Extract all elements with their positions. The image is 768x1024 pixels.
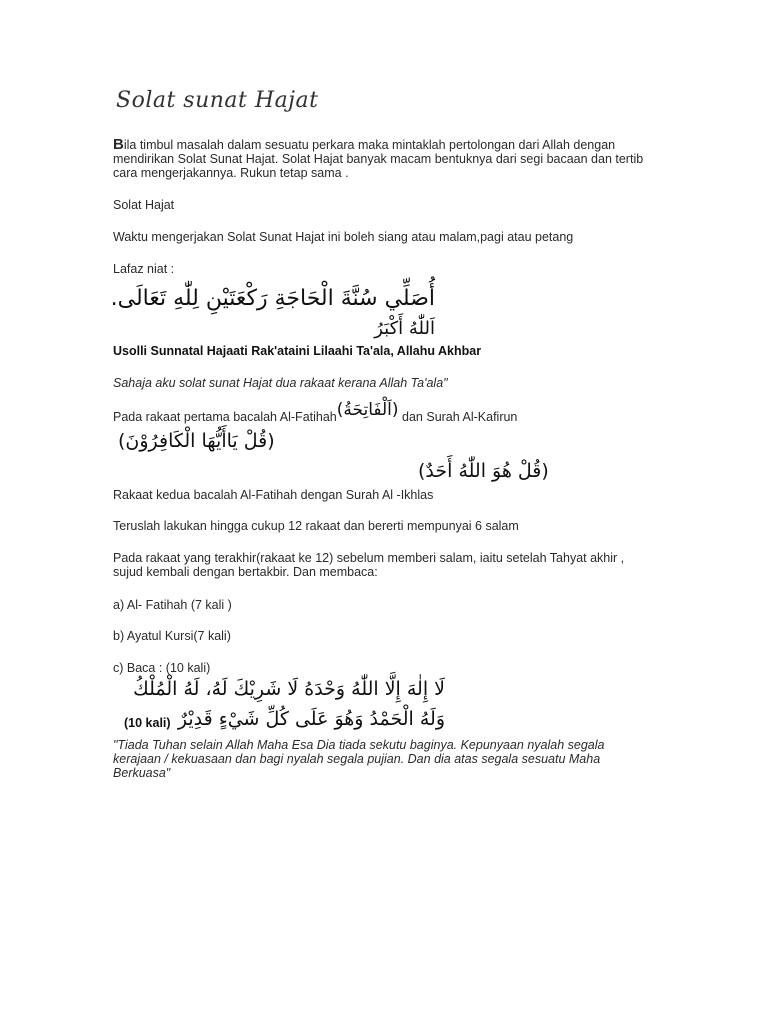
intro-line-1-text: ila timbul masalah dalam sesuatu perkara maka mintaklah pertolongan dari Allah dengan xyxy=(123,138,616,152)
niat-arabic-line-2: اَللّٰهُ أَكْبَرُ xyxy=(374,318,435,339)
niat-meaning: Sahaja aku solat sunat Hajat dua rakaat kerana Allah Ta'ala" xyxy=(113,376,448,390)
terakhir-line-1: Pada rakaat yang terakhir(rakaat ke 12) sebelum memberi salam, iaitu setelah Tahyat akhir , xyxy=(113,551,625,565)
intro-line-1 xyxy=(113,137,615,153)
item-b: b) Ayatul Kursi(7 kali) xyxy=(113,629,231,643)
terakhir-line-2: sujud kembali dengan bertakbir. Dan membaca: xyxy=(113,565,378,579)
ikhlas-arabic: (قُلْ هُوَ اللّٰهُ أَحَدٌ) xyxy=(418,460,549,482)
zikir-arabic-line-2: وَلَهُ الْحَمْدُ وَهُوَ عَلَى كُلِّ شَيْءٍ قَدِيْرٌ xyxy=(177,708,445,730)
kafirun-label: dan Surah Al-Kafirun xyxy=(402,410,518,424)
page-title: Solat sunat Hajat xyxy=(116,88,319,113)
kafirun-arabic: (قُلْ يَاأَيُّهَا الْكَافِرُوْنَ) xyxy=(118,430,275,452)
rakaat-pertama-text: Pada rakaat pertama bacalah Al-Fatihah xyxy=(113,410,337,424)
teruslah-paragraph: Teruslah lakukan hingga cukup 12 rakaat dan bererti mempunyai 6 salam xyxy=(113,519,519,533)
heading-solat-hajat: Solat Hajat xyxy=(113,198,175,212)
lafaz-niat-label: Lafaz niat : xyxy=(113,262,175,276)
translation-line-2: kerajaan / kekuasaan dan bagi nyalah segala pujian. Dan dia atas segala sesuatu Maha xyxy=(113,752,601,766)
niat-arabic-line-1: أُصَلِّي سُنَّةَ الْحَاجَةِ رَكْعَتَيْنِ لِلّٰهِ تَعَالَى. xyxy=(110,286,435,311)
zikir-arabic-line-1: لَا إِلٰهَ إِلَّا اللّٰهُ وَحْدَهُ لَا شَرِيْكَ لَهُ، لَهُ الْمُلْكُ xyxy=(133,678,445,700)
niat-latin: Usolli Sunnatal Hajaati Rak'ataini Lilaahi Ta'ala, Allahu Akhbar xyxy=(113,344,482,358)
intro-line-2: mendirikan Solat Sunat Hajat. Solat Hajat banyak macam bentuknya dari segi bacaan dan tertib xyxy=(113,152,644,166)
item-a: a) Al- Fatihah (7 kali ) xyxy=(113,598,232,612)
translation-line-3: Berkuasa" xyxy=(113,766,171,780)
intro-dropcap: B xyxy=(113,136,124,153)
rakaat-kedua: Rakaat kedua bacalah Al-Fatihah dengan Surah Al -Ikhlas xyxy=(113,488,434,502)
translation-line-1: "Tiada Tuhan selain Allah Maha Esa Dia tiada sekutu baginya. Kepunyaan nyalah segala xyxy=(113,738,605,752)
item-c: c) Baca : (10 kali) xyxy=(113,661,211,675)
fatihah-arabic: (اَلْفَاتِحَةُ) xyxy=(336,400,399,420)
waktu-paragraph: Waktu mengerjakan Solat Sunat Hajat ini boleh siang atau malam,pagi atau petang xyxy=(113,230,574,244)
intro-line-3: cara mengerjakannya. Rukun tetap sama . xyxy=(113,166,349,180)
rakaat-pertama-line xyxy=(113,400,518,425)
ten-kali-label: (10 kali) xyxy=(124,716,171,730)
